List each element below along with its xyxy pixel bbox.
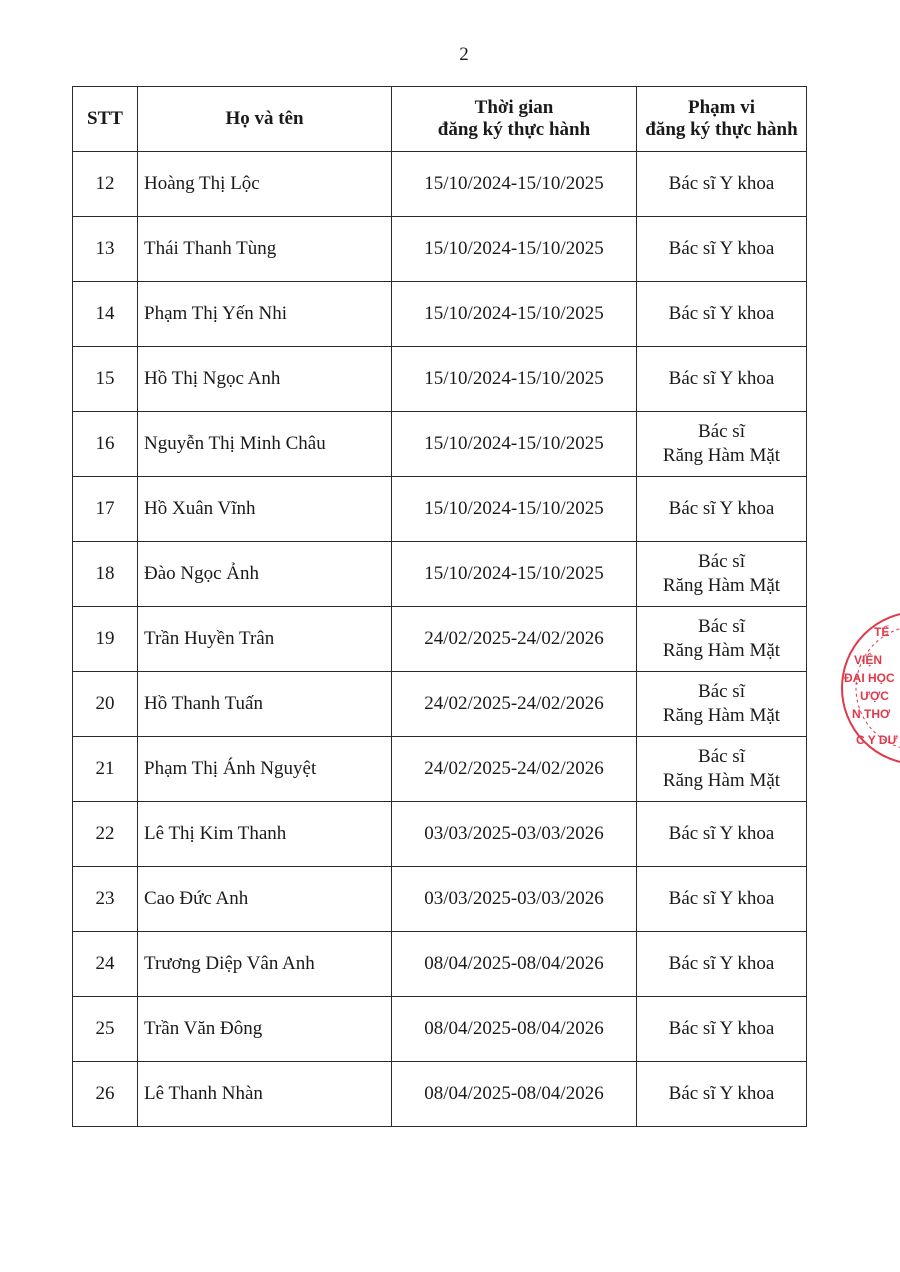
table-row [73, 412, 807, 477]
row-name: Phạm Thị Ánh Nguyệt [138, 737, 392, 802]
row-scope-line2: Răng Hàm Mặt [662, 640, 781, 661]
row-scope-line1: Bác sĩ Y khoa [668, 888, 775, 909]
header-period-line2: đăng ký thực hành [437, 119, 591, 140]
row-scope-line1: Bác sĩ [698, 616, 745, 637]
header-period-line1: Thời gian [474, 97, 554, 118]
row-stt: 17 [73, 477, 138, 542]
row-stt: 13 [73, 217, 138, 282]
table-row [73, 1062, 807, 1127]
row-scope [637, 542, 807, 607]
table-row [73, 802, 807, 867]
svg-text:TẾ: TẾ [874, 625, 890, 639]
row-stt: 23 [73, 867, 138, 932]
table-row [73, 542, 807, 607]
row-scope-line1: Bác sĩ Y khoa [668, 173, 775, 194]
row-name: Hồ Xuân Vĩnh [138, 477, 392, 542]
header-scope [637, 87, 807, 152]
row-stt: 19 [73, 607, 138, 672]
row-name: Hồ Thị Ngọc Anh [138, 347, 392, 412]
row-name: Cao Đức Anh [138, 867, 392, 932]
svg-text:N THƠ: N THƠ [852, 707, 891, 721]
row-name: Nguyễn Thị Minh Châu [138, 412, 392, 477]
table-row [73, 932, 807, 997]
row-scope [637, 347, 807, 412]
row-stt: 21 [73, 737, 138, 802]
row-period: 15/10/2024-15/10/2025 [392, 347, 637, 412]
row-scope [637, 412, 807, 477]
row-period: 15/10/2024-15/10/2025 [392, 217, 637, 282]
row-stt: 22 [73, 802, 138, 867]
svg-text:ƯỢC: ƯỢC [860, 689, 889, 703]
table-header-row [73, 87, 807, 152]
row-period: 08/04/2025-08/04/2026 [392, 1062, 637, 1127]
row-stt: 16 [73, 412, 138, 477]
row-scope-line2: Răng Hàm Mặt [662, 575, 781, 596]
row-name: Hoàng Thị Lộc [138, 152, 392, 217]
row-name: Trần Văn Đông [138, 997, 392, 1062]
table-body [73, 152, 807, 1127]
table-row [73, 672, 807, 737]
row-name: Trương Diệp Vân Anh [138, 932, 392, 997]
header-name: Họ và tên [138, 87, 392, 152]
row-scope [637, 152, 807, 217]
row-scope-line1: Bác sĩ [698, 746, 745, 767]
row-scope-line1: Bác sĩ Y khoa [668, 1018, 775, 1039]
table-row [73, 347, 807, 412]
table-row [73, 867, 807, 932]
row-period: 03/03/2025-03/03/2026 [392, 802, 637, 867]
row-name: Thái Thanh Tùng [138, 217, 392, 282]
row-scope [637, 282, 807, 347]
row-stt: 26 [73, 1062, 138, 1127]
row-stt: 24 [73, 932, 138, 997]
row-scope-line1: Bác sĩ Y khoa [668, 498, 775, 519]
row-name: Lê Thanh Nhàn [138, 1062, 392, 1127]
row-period: 08/04/2025-08/04/2026 [392, 932, 637, 997]
row-period: 08/04/2025-08/04/2026 [392, 997, 637, 1062]
row-name: Đào Ngọc Ảnh [138, 542, 392, 607]
row-scope-line2: Răng Hàm Mặt [662, 705, 781, 726]
row-name: Lê Thị Kim Thanh [138, 802, 392, 867]
table-row [73, 737, 807, 802]
row-scope [637, 932, 807, 997]
row-scope [637, 867, 807, 932]
table-row [73, 607, 807, 672]
row-name: Trần Huyền Trân [138, 607, 392, 672]
header-period [392, 87, 637, 152]
table-row [73, 217, 807, 282]
row-stt: 25 [73, 997, 138, 1062]
header-stt: STT [73, 87, 138, 152]
row-name: Hồ Thanh Tuấn [138, 672, 392, 737]
row-stt: 18 [73, 542, 138, 607]
row-scope-line1: Bác sĩ [698, 421, 745, 442]
svg-text:ĐẠI HỌC: ĐẠI HỌC [844, 671, 895, 685]
row-period: 24/02/2025-24/02/2026 [392, 607, 637, 672]
row-scope [637, 607, 807, 672]
row-scope-line2: Răng Hàm Mặt [662, 445, 781, 466]
row-scope [637, 672, 807, 737]
practice-registration-table [72, 86, 807, 1127]
table-row [73, 282, 807, 347]
row-scope-line1: Bác sĩ Y khoa [668, 823, 775, 844]
row-scope-line2: Răng Hàm Mặt [662, 770, 781, 791]
row-scope-line1: Bác sĩ [698, 681, 745, 702]
row-period: 15/10/2024-15/10/2025 [392, 152, 637, 217]
row-period: 15/10/2024-15/10/2025 [392, 542, 637, 607]
row-scope-line1: Bác sĩ Y khoa [668, 953, 775, 974]
row-scope-line1: Bác sĩ Y khoa [668, 368, 775, 389]
header-scope-line2: đăng ký thực hành [645, 119, 798, 140]
row-stt: 15 [73, 347, 138, 412]
row-scope [637, 477, 807, 542]
official-red-stamp [838, 608, 900, 768]
row-period: 15/10/2024-15/10/2025 [392, 282, 637, 347]
header-scope-line1: Phạm vi [687, 97, 756, 118]
row-period: 24/02/2025-24/02/2026 [392, 737, 637, 802]
row-scope-line1: Bác sĩ [698, 551, 745, 572]
row-period: 15/10/2024-15/10/2025 [392, 412, 637, 477]
row-scope [637, 802, 807, 867]
svg-text:VIỆN: VIỆN [854, 653, 883, 667]
row-scope-line1: Bác sĩ Y khoa [668, 303, 775, 324]
row-name: Phạm Thị Yến Nhi [138, 282, 392, 347]
row-scope [637, 997, 807, 1062]
row-period: 24/02/2025-24/02/2026 [392, 672, 637, 737]
row-stt: 14 [73, 282, 138, 347]
svg-text:C Y DƯ: C Y DƯ [856, 733, 898, 747]
row-period: 03/03/2025-03/03/2026 [392, 867, 637, 932]
row-scope-line1: Bác sĩ Y khoa [668, 1083, 775, 1104]
row-scope-line1: Bác sĩ Y khoa [668, 238, 775, 259]
row-stt: 20 [73, 672, 138, 737]
row-scope [637, 1062, 807, 1127]
table-row [73, 477, 807, 542]
row-stt: 12 [73, 152, 138, 217]
table-row [73, 997, 807, 1062]
row-period: 15/10/2024-15/10/2025 [392, 477, 637, 542]
row-scope [637, 737, 807, 802]
table-row [73, 152, 807, 217]
row-scope [637, 217, 807, 282]
page-number: 2 [459, 44, 469, 65]
